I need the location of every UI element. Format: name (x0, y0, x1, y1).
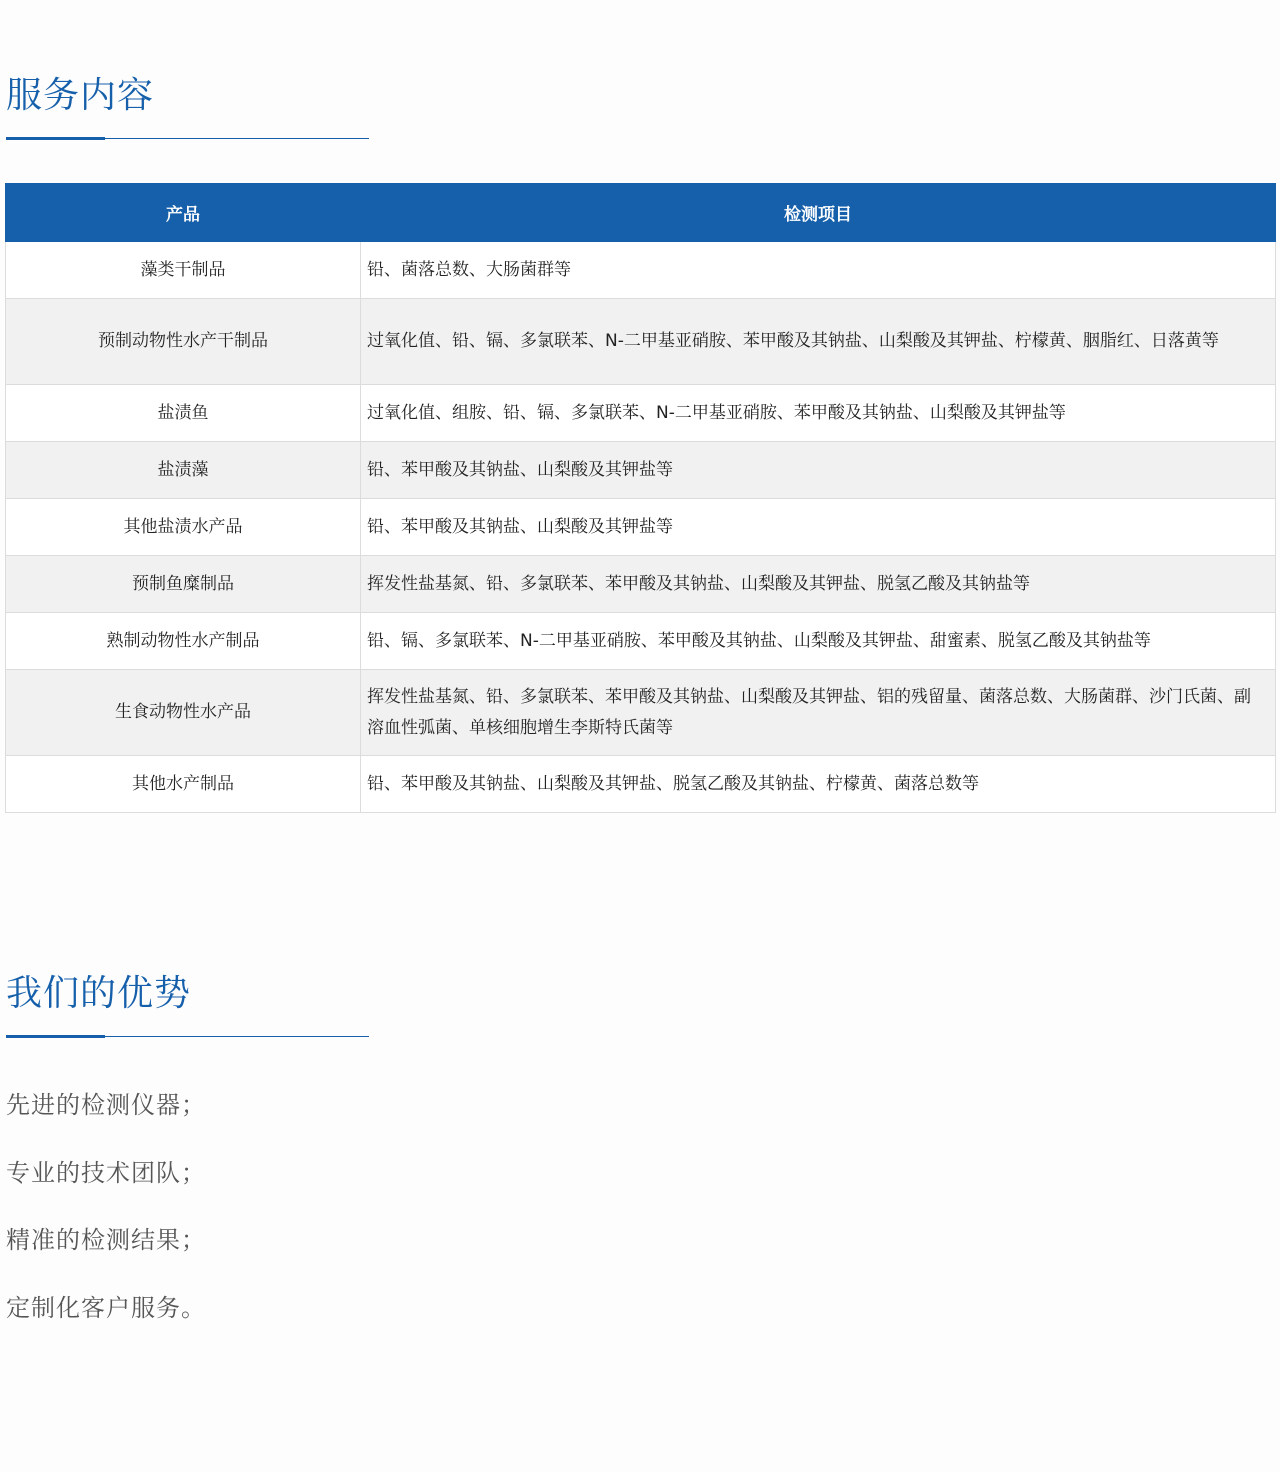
service-section-title: 服务内容 (6, 75, 155, 116)
advantages-title-accent-bar (6, 1035, 105, 1038)
test-items-cell: 铅、苯甲酸及其钠盐、山梨酸及其钾盐等 (361, 499, 1276, 556)
test-items-cell: 铅、苯甲酸及其钠盐、山梨酸及其钾盐、脱氢乙酸及其钠盐、柠檬黄、菌落总数等 (361, 756, 1276, 813)
product-cell: 熟制动物性水产制品 (6, 613, 361, 670)
product-cell: 藻类干制品 (6, 242, 361, 299)
product-cell: 预制动物性水产干制品 (6, 299, 361, 385)
advantages-title-underline (6, 1036, 369, 1037)
product-cell: 其他水产制品 (6, 756, 361, 813)
table-row (6, 299, 1276, 385)
header-product: 产品 (6, 184, 361, 242)
product-cell: 盐渍藻 (6, 442, 361, 499)
service-table (5, 183, 1276, 813)
table-row (6, 556, 1276, 613)
test-items-cell: 过氧化值、铅、镉、多氯联苯、N-二甲基亚硝胺、苯甲酸及其钠盐、山梨酸及其钾盐、柠檬黄、胭脂红、日落黄等 (361, 299, 1276, 385)
test-items-cell: 铅、菌落总数、大肠菌群等 (361, 242, 1276, 299)
advantage-item: 精准的检测结果； (6, 1226, 206, 1254)
advantage-item: 专业的技术团队； (6, 1158, 206, 1187)
table-row (6, 756, 1276, 813)
table-row (6, 670, 1276, 756)
test-items-cell: 挥发性盐基氮、铅、多氯联苯、苯甲酸及其钠盐、山梨酸及其钾盐、脱氢乙酸及其钠盐等 (361, 556, 1276, 613)
table-row (6, 442, 1276, 499)
product-cell: 盐渍鱼 (6, 385, 361, 442)
header-test-items: 检测项目 (361, 184, 1276, 242)
product-cell: 生食动物性水产品 (6, 670, 361, 756)
table-row (6, 385, 1276, 442)
test-items-cell: 铅、镉、多氯联苯、N-二甲基亚硝胺、苯甲酸及其钠盐、山梨酸及其钾盐、甜蜜素、脱氢乙酸及其钠盐等 (361, 613, 1276, 670)
product-cell: 预制鱼糜制品 (6, 556, 361, 613)
test-items-cell: 过氧化值、组胺、铅、镉、多氯联苯、N-二甲基亚硝胺、苯甲酸及其钠盐、山梨酸及其钾盐等 (361, 385, 1276, 442)
table-row (6, 242, 1276, 299)
table-row (6, 499, 1276, 556)
advantage-item: 定制化客户服务。 (6, 1293, 206, 1322)
advantages-section-title: 我们的优势 (6, 973, 192, 1014)
advantages-list (6, 1080, 206, 1350)
product-cell: 其他盐渍水产品 (6, 499, 361, 556)
advantage-item: 先进的检测仪器； (6, 1091, 206, 1119)
service-title-underline (6, 138, 369, 139)
test-items-cell: 挥发性盐基氮、铅、多氯联苯、苯甲酸及其钠盐、山梨酸及其钾盐、铝的残留量、菌落总数、大肠菌群、沙门氏菌、副溶血性弧菌、单核细胞增生李斯特氏菌等 (361, 670, 1276, 756)
service-title-accent-bar (6, 137, 105, 140)
table-row (6, 613, 1276, 670)
test-items-cell: 铅、苯甲酸及其钠盐、山梨酸及其钾盐等 (361, 442, 1276, 499)
table-header-row (6, 184, 1276, 242)
